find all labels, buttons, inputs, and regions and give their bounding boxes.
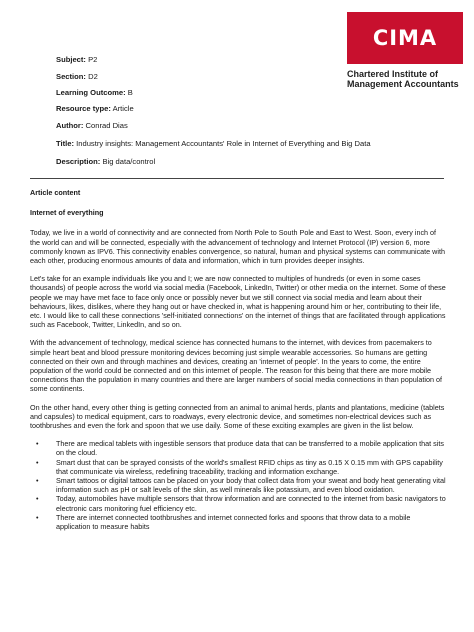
list-item-text: Smart dust that can be sprayed consists of the world's smallest RFID chips as tiny as 0.15 X 0.15 mm with GPS capability that communicate via wireless, redefining traceability, tracking and information exchange. [56, 457, 443, 476]
list-item-text: Today, automobiles have multiple sensors that throw information and are connected to the internet from basic navigators to electronic cars monitoring fuel efficiency etc. [56, 494, 446, 513]
title-value: Industry insights: Management Accountants' Role in Internet of Everything and Big Data [76, 139, 371, 148]
bullet-icon: • [36, 476, 39, 486]
section-label: Section: [56, 72, 86, 81]
paragraph: With the advancement of technology, medical science has connected humans to the internet, with devices from pacemakers to simple heart beat and blood pressure monitoring devices becoming just simple wearable accessories. So humans are getting connected on their own and through machines and devices, creating an 'internet of people'. In the years to come, the entire population of the world could be connected and on this internet of people. The reason for this being that there are more mobile connections than the population in many countries and there are larger numbers of social media connections in than population of some continents. [30, 338, 442, 394]
list-item-text: Smart tattoos or digital tattoos can be placed on your body that collect data from your sweat and body heat generating vital information such as pH or salt levels of the skin, as well minerals like potassium, and even blood oxidation. [56, 476, 446, 495]
logo-caption [347, 69, 467, 89]
paragraph: Let's take for an example individuals like you and I; we are now connected to multiples of hundreds (or even in some cases thousands) of people across the world via social media (Facebook, LinkedIn, Twitter) or other media on the internet. Some of these people we may have met face to face only once or possibly never but we still connect via social media and learn about their behaviours, likes, dislikes, where they hang out or have checked in, what is happening around him or her, contributing to their life, etc. I would like to call these connections 'self-initiated connections' on the internet of things that are facilitated through applications such as Facebook, Twitter, LinkedIn, and so on. [30, 274, 446, 330]
bullet-icon: • [36, 494, 39, 504]
subject-label: Subject: [56, 55, 86, 64]
resource-value: Article [112, 104, 134, 113]
paragraph: Today, we live in a world of connectivity and are connected from North Pole to South Pole and East to West. Soon, every inch of the world can and will be connected, especially with the advancement of technology and Internet Protocol (IP) version 6, more commonly known as IPV6. This connectivity enables convergence, so natural, human and physical systems can communicate with each other, producing enormous amounts of data and information, which in turn provides deeper insights. [30, 228, 445, 266]
meta-learning-outcome [56, 88, 133, 98]
section-value: D2 [88, 72, 98, 81]
meta-resource-type [56, 104, 134, 114]
outcome-value: B [127, 88, 133, 97]
meta-subject [56, 55, 97, 65]
article-heading: Article content [30, 188, 81, 197]
list-item [30, 458, 446, 476]
bullet-icon: • [36, 439, 39, 449]
list-item [30, 439, 446, 457]
divider [30, 178, 444, 179]
cima-logo [347, 12, 463, 64]
list-item [30, 476, 446, 494]
bullet-icon: • [36, 457, 39, 467]
author-label: Author: [56, 121, 84, 130]
list-item-text: There are medical tablets with ingestible sensors that produce data that can be transferred to a mobile application that sits on the cloud. [56, 439, 444, 458]
author-value: Conrad Dias [85, 121, 128, 130]
meta-section [56, 72, 98, 82]
outcome-label: Learning Outcome: [56, 88, 126, 97]
meta-title [56, 139, 371, 149]
logo-caption-line1: Chartered Institute of [347, 69, 439, 79]
paragraph: On the other hand, every other thing is getting connected from an animal to animal herds, plants and plantations, medicine (tablets and capsules) to medical equipment, cars to roadways, every electronic device, and sometimes non-electrical devices such as toothbrushes and even the fork and spoon that we use daily. Some of these exciting examples are given in the list below. [30, 402, 445, 431]
examples-list [30, 439, 446, 531]
article-content [30, 188, 446, 531]
list-item-text: There are internet connected toothbrushes and internet connected forks and spoons that throw data to a mobile application to measure habits [56, 512, 411, 532]
list-item [30, 494, 446, 512]
logo-caption-line2: Management Accountants [347, 79, 459, 89]
meta-author [56, 121, 128, 131]
description-value: Big data/control [102, 157, 156, 166]
logo-text: CIMA [372, 26, 438, 50]
article-subheading: Internet of everything [30, 208, 104, 218]
title-label: Title: [56, 139, 75, 148]
bullet-icon: • [36, 512, 39, 522]
description-label: Description: [56, 157, 101, 166]
subject-value: P2 [88, 55, 98, 64]
resource-label: Resource type: [56, 104, 111, 113]
meta-description [56, 157, 155, 167]
list-item [30, 513, 446, 531]
